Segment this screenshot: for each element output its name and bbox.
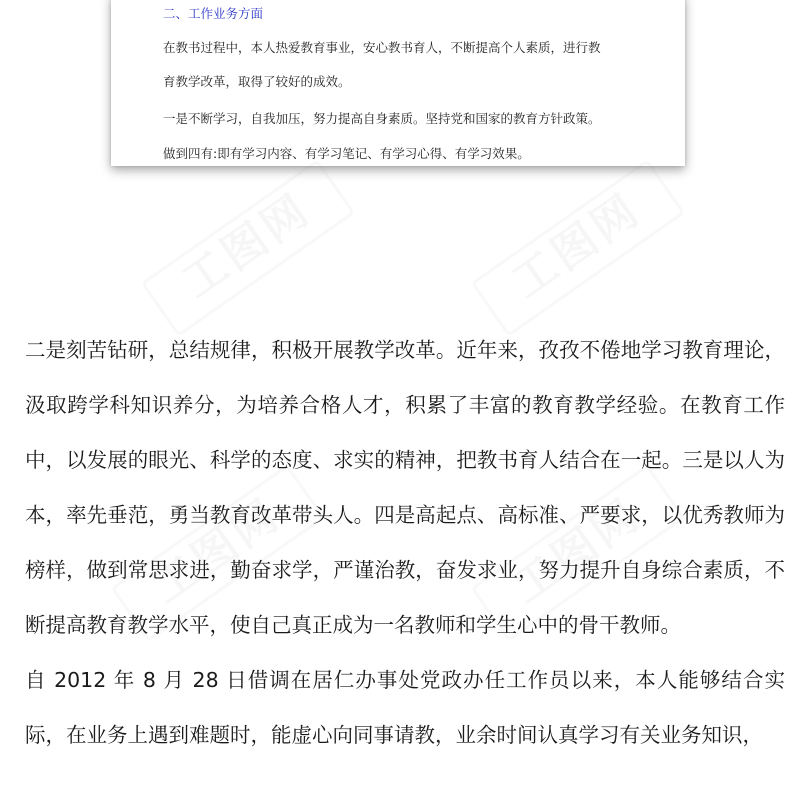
watermark-logo: 工图网 (111, 464, 326, 642)
section-heading: 二、工作业务方面 (163, 6, 264, 21)
watermark-logo: 工图网 (471, 464, 686, 642)
card-line: 育教学改革，取得了较好的成效。 (163, 74, 351, 89)
body-text (25, 323, 785, 763)
card-line: 做到四有:即有学习内容、有学习笔记、有学习心得、有学习效果。 (163, 146, 530, 161)
card-line: 在教书过程中，本人热爱教育事业，安心教书育人，不断提高个人素质，进行教 (163, 40, 601, 55)
paragraph-secondment: 自 2012 年 8 月 28 日借调在居仁办事处党政办任工作员以来，本人能够结合实际，在业务上遇到难题时，能虚心向同事请教，业余时间认真学习有关业务知识， (25, 668, 785, 747)
watermark-logo: 工图网 (141, 159, 356, 337)
card-line: 一是不断学习，自我加压，努力提高自身素质。坚持党和国家的教育方针政策。 (163, 111, 601, 126)
paragraph-training: 二是刻苦钻研，总结规律，积极开展教学改革。近年来，孜孜不倦地学习教育理论，汲取跨学科知识养分，为培养合格人才，积累了丰富的教育教学经验。在教育工作中，以发展的眼光、科学的态度、求实的精神，把教书育人结合在一起。三是以人为本，率先垂范，勇当教育改革带头人。四是高起点、高标准、严要求，以优秀教师为榜样，做到常思求进，勤奋求学，严谨治教，奋发求业，努力提升自身综合素质，不断提高教育教学水平，使自己真正成为一名教师和学生心中的骨干教师。 (25, 338, 785, 637)
document-card (111, 0, 685, 166)
watermark-logo: 工图网 (471, 159, 686, 337)
